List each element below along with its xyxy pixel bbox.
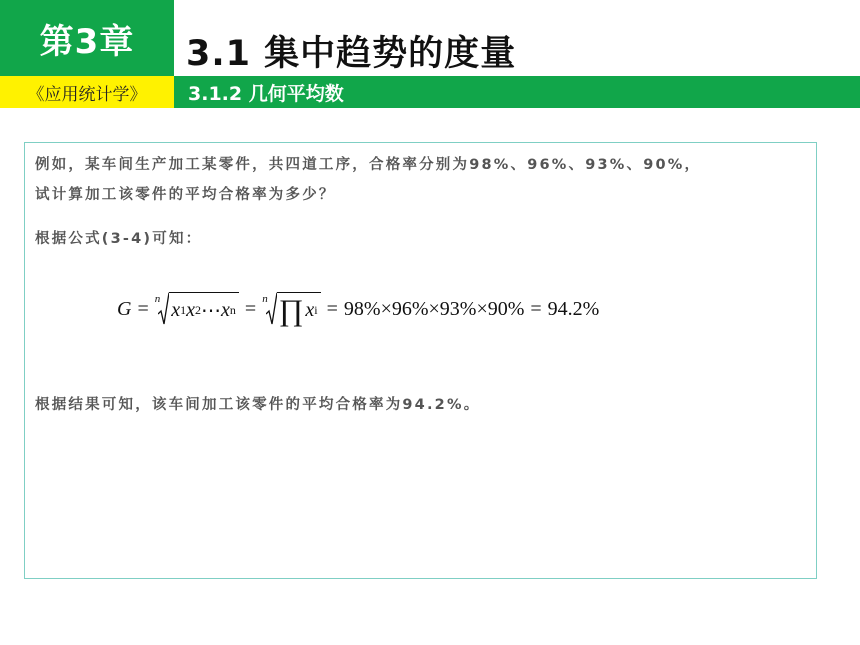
formula-eq-4: = xyxy=(530,297,542,320)
book-title: 《应用统计学》 xyxy=(0,76,174,108)
formula-intro: 根据公式(3-4)可知： xyxy=(35,231,203,247)
root-index-2: n xyxy=(262,293,268,305)
question-line-2: 试计算加工该零件的平均合格率为多少？ xyxy=(35,187,336,203)
chapter-label: 第3章 xyxy=(0,0,174,76)
factor-1-sub: 1 xyxy=(180,303,187,317)
product-sub: i xyxy=(314,303,318,317)
root-index-1: n xyxy=(154,293,161,305)
factor-n: x xyxy=(221,299,230,321)
formula-lhs: G xyxy=(117,297,132,320)
formula-eq-1: = xyxy=(137,297,149,320)
subsection-title-text: 3.1.2 几何平均数 xyxy=(188,82,344,105)
product-symbol: ∏ xyxy=(278,293,304,327)
product-var: x xyxy=(305,299,315,321)
formula-eq-2: = xyxy=(244,297,257,320)
factor-n-sub: n xyxy=(229,303,236,317)
subsection-title xyxy=(174,76,860,108)
radical-2 xyxy=(266,292,321,326)
factor-2-sub: 2 xyxy=(195,303,202,317)
section-title: 3.1 集中趋势的度量 xyxy=(186,34,517,74)
formula-eq-3: = xyxy=(326,297,338,320)
radical-1 xyxy=(158,292,239,326)
radical-sign-icon xyxy=(266,292,277,326)
radical-sign-icon xyxy=(158,292,169,326)
geometric-mean-formula xyxy=(117,289,599,329)
factor-1: x xyxy=(171,299,181,321)
conclusion: 根据结果可知，该车间加工该零件的平均合格率为94.2%。 xyxy=(35,397,481,413)
question-line-1: 例如，某车间生产加工某零件，共四道工序，合格率分别为98%、96%、93%、90%， xyxy=(35,157,702,173)
content-panel xyxy=(24,142,817,579)
formula-cdots: ⋯ xyxy=(201,300,222,322)
factor-2: x xyxy=(186,299,196,321)
formula-product-values: 98%×96%×93%×90% xyxy=(343,297,525,320)
formula-result: 94.2% xyxy=(547,297,600,320)
